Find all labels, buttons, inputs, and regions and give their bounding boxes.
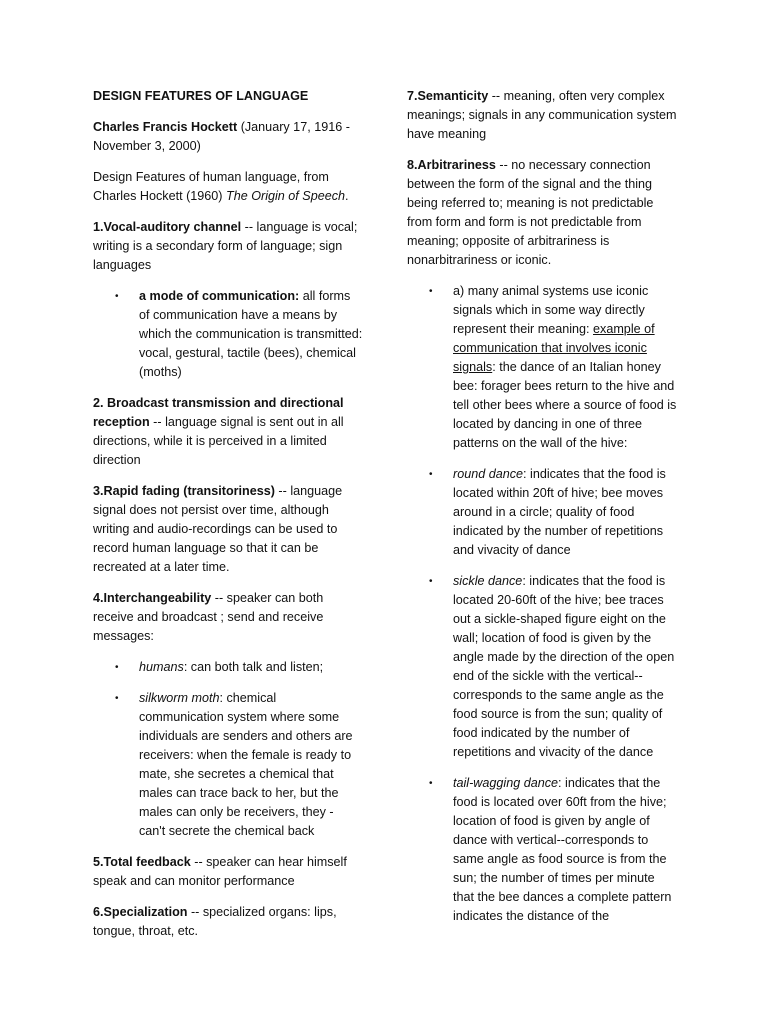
feature-5: 5.Total feedback -- speaker can hear himself speak and can monitor performance: [93, 855, 347, 888]
list-item: • a) many animal systems use iconic signals which in some way directly represent their meaning: example of communication that involves iconic signals: the dance of an Italian honey bee: forager bees return to the hive and tell other bees where a source of food is located by dancing in one of three patterns on the wall of the hive:: [429, 284, 677, 450]
left-column: [93, 87, 363, 953]
list-item: • silkworm moth: chemical communication system where some individuals are senders and others are receivers: when the female is ready to mate, she secretes a chemical that males can trace back to her, but the males can only be receivers, they - can't secrete the chemical back: [115, 691, 353, 838]
feature-4-bullets: [93, 658, 363, 841]
author-line: [93, 118, 363, 156]
feature-8: 8.Arbitrariness -- no necessary connection between the form of the signal and the thing being referred to; meaning is not predictable from form and form is not predictable from meaning; opposite of arbitrariness is nonarbitrariness or iconic.: [407, 158, 654, 267]
feature-3: 3.Rapid fading (transitoriness) -- language signal does not persist over time, although writing and audio-recordings can be used to record human language so that it can be recreated at a later time.: [93, 484, 343, 574]
bullet-icon: •: [115, 662, 119, 673]
page-title: DESIGN FEATURES OF LANGUAGE: [93, 89, 309, 103]
author-dates: (January 17, 1916 - November 3, 2000): [93, 120, 350, 153]
book-title: The Origin of Speech: [226, 189, 346, 203]
feature-2: 2. Broadcast transmission and directional reception -- language signal is sent out in all directions, while it is perceived in a limited direction: [93, 396, 344, 467]
list-item: • tail-wagging dance: indicates that the food is located over 60ft from the hive; location of food is given by angle of dance with vertical--corresponds to same angle as food source is from the sun; the number of times per minute that the bee dances a complete pattern indicates the distance of the: [429, 776, 672, 923]
underlined-phrase: example of communication that involves iconic signals: [453, 322, 655, 374]
bullet-icon: •: [429, 778, 433, 789]
author-name: Charles Francis Hockett: [93, 120, 238, 134]
feature-6: 6.Specialization -- specialized organs: lips, tongue, throat, etc.: [93, 905, 337, 938]
bullet-icon: •: [429, 469, 433, 480]
list-item: • sickle dance: indicates that the food is located 20-60ft of the hive; bee traces out a sickle-shaped figure eight on the wall; location of food is given by the angle made by the direction of the open end of the sickle with the vertical--corresponds to the same angle as the food source is from the sun; quality of food indicated by the number of repetitions and vivacity of the dance: [429, 574, 675, 759]
list-item: • a mode of communication: all forms of communication have a means by which the communication is transmitted: vocal, gestural, tactile (bees), chemical (moths): [115, 289, 363, 379]
intro-paragraph: Design Features of human language, from Charles Hockett (1960) The Origin of Speech.: [93, 170, 349, 203]
list-item: • humans: can both talk and listen;: [93, 658, 363, 677]
feature-1-bullets: [93, 287, 363, 382]
bullet-icon: •: [429, 286, 433, 297]
feature-7: 7.Semanticity -- meaning, often very complex meanings; signals in any communication system have meaning: [407, 89, 677, 141]
bullet-icon: •: [429, 576, 433, 587]
feature-8-bullets: [407, 282, 679, 926]
feature-1: 1.Vocal-auditory channel -- language is vocal; writing is a secondary form of language; sign languages: [93, 220, 358, 272]
feature-4: 4.Interchangeability -- speaker can both receive and broadcast ; send and receive messages:: [93, 591, 324, 643]
bullet-icon: •: [115, 291, 119, 302]
list-item: • round dance: indicates that the food is located within 20ft of hive; bee moves around in a circle; quality of food indicated by the number of repetitions and vivacity of dance: [429, 467, 666, 557]
bullet-icon: •: [115, 693, 119, 704]
right-column: [407, 87, 679, 938]
